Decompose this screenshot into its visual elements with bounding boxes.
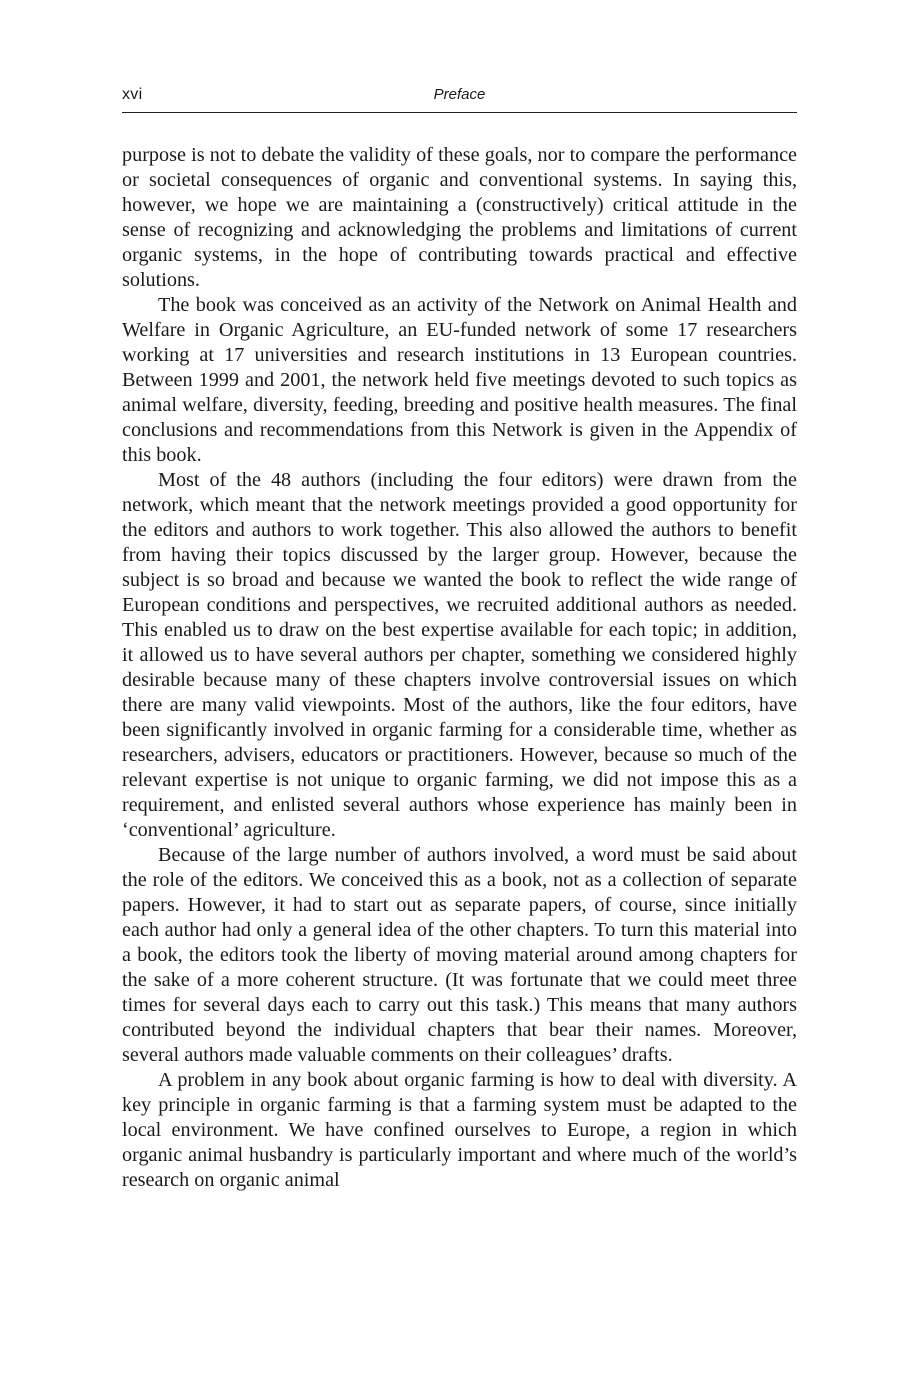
book-page (122, 82, 797, 1193)
paragraph-4: Because of the large number of authors involved, a word must be said about the role of the editors. We conceived this as a book, not as a collection of separate papers. However, it had to start out as separate papers, of course, since initially each author had only a general idea of the other chapters. To turn this material into a book, the editors took the liberty of moving material around among chapters for the sake of a more coherent structure. (It was fortunate that we could meet three times for several days each to carry out this task.) This means that many authors contributed beyond the individual chapters that bear their names. Moreover, several authors made valuable comments on their colleagues’ drafts. (122, 844, 797, 1066)
body-text (122, 143, 797, 1193)
paragraph-5: A problem in any book about organic farming is how to deal with diversity. A key principle in organic farming is that a farming system must be adapted to the local environment. We have confined ourselves to Europe, a region in which organic animal husbandry is particularly important and where much of the world’s research on organic animal (122, 1069, 797, 1191)
paragraph-2: The book was conceived as an activity of the Network on Animal Health and Welfare in Organic Agriculture, an EU-funded network of some 17 researchers working at 17 universities and research institutions in 13 European countries. Between 1999 and 2001, the network held five meetings devoted to such topics as animal welfare, diversity, feeding, breeding and positive health measures. The final conclusions and recommendations from this Network is given in the Appendix of this book. (122, 294, 797, 466)
running-head (122, 82, 797, 113)
paragraph-3: Most of the 48 authors (including the four editors) were drawn from the network, which meant that the network meetings provided a good opportunity for the editors and authors to work together. This also allowed the authors to benefit from having their topics discussed by the larger group. However, because the subject is so broad and because we wanted the book to reflect the wide range of European conditions and perspectives, we recruited additional authors as needed. This enabled us to draw on the best expertise available for each topic; in addition, it allowed us to have several authors per chapter, something we considered highly desirable because many of these chapters involve controversial issues on which there are many valid viewpoints. Most of the authors, like the four editors, have been significantly involved in organic farming for a considerable time, whether as researchers, advisers, educators or practitioners. However, because so much of the relevant expertise is not unique to organic farming, we did not impose this as a requirement, and enlisted several authors whose experience has mainly been in ‘conventional’ agriculture. (122, 469, 797, 841)
page-number: xvi (122, 86, 143, 103)
paragraph-1: purpose is not to debate the validity of these goals, nor to compare the performance or societal consequences of organic and conventional systems. In saying this, however, we hope we are maintaining a (constructively) critical attitude in the sense of recognizing and acknowledging the problems and limitations of current organic systems, in the hope of contributing towards practical and effective solutions. (122, 144, 797, 291)
section-title: Preface (433, 86, 486, 103)
